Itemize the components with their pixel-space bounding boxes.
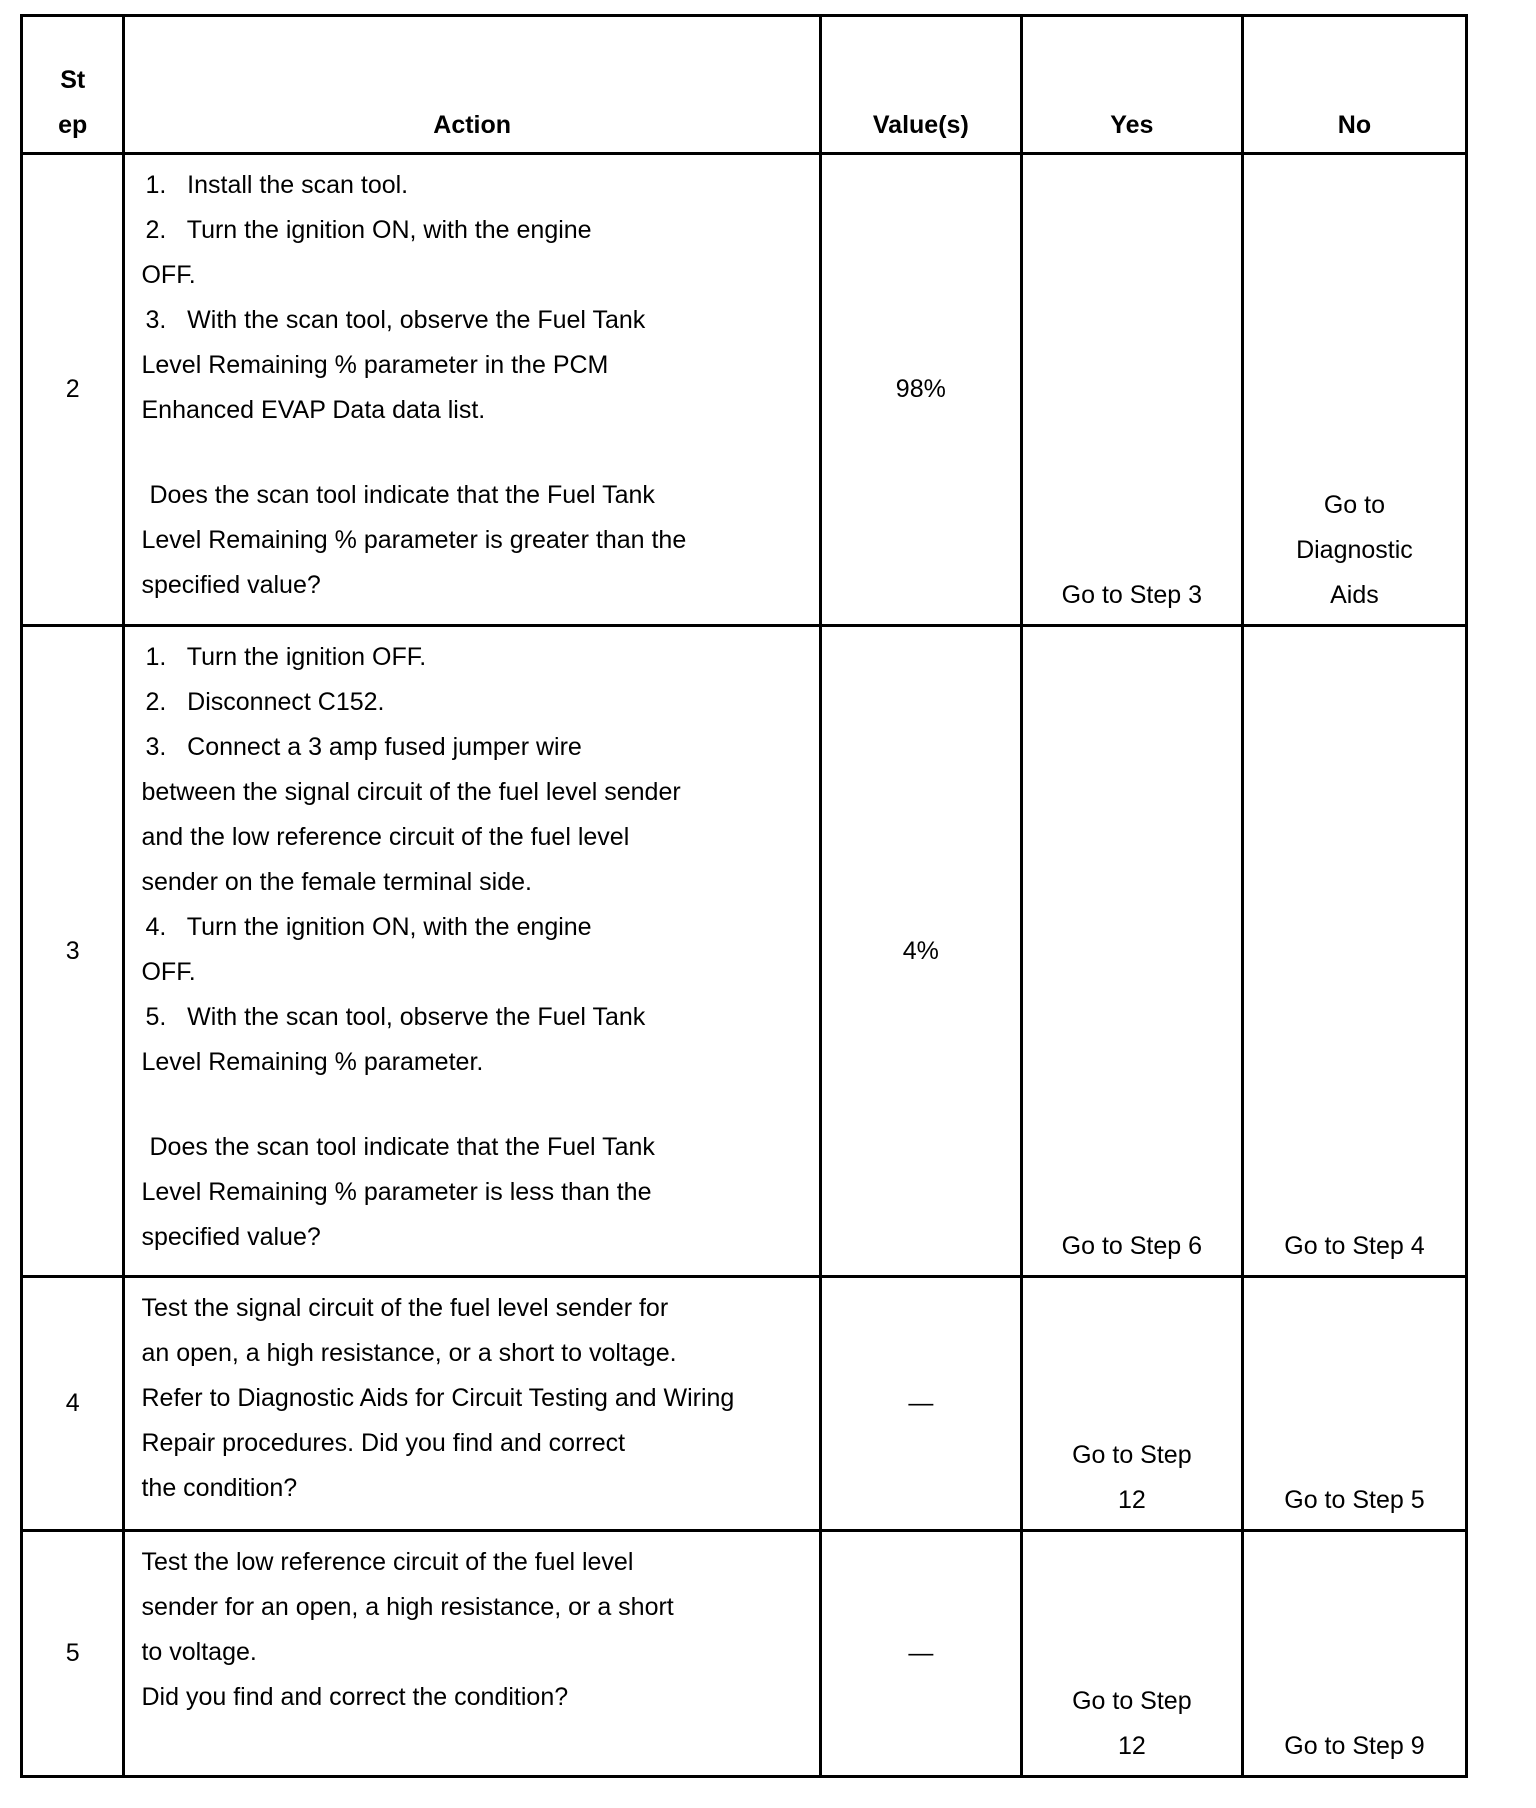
yes-line: 12 xyxy=(1117,1486,1146,1514)
no-cell: Go to Step 5 xyxy=(1242,1277,1466,1531)
step-number: 2 xyxy=(22,154,124,626)
action-line: Repair procedures. Did you find and correct xyxy=(141,1429,626,1457)
question-line: Level Remaining % parameter is greater than the xyxy=(141,526,687,554)
step-number: 4 xyxy=(22,1277,124,1531)
no-cell: Go to Step 4 xyxy=(1242,626,1466,1277)
action-line: sender on the female terminal side. xyxy=(141,868,532,896)
value-cell: 98% xyxy=(820,154,1021,626)
header-values: Value(s) xyxy=(820,16,1021,154)
action-line: OFF. xyxy=(141,261,196,289)
step-number: 3 xyxy=(22,626,124,1277)
action-line: Enhanced EVAP Data data list. xyxy=(141,396,486,424)
yes-cell: Go to Step 3 xyxy=(1021,154,1242,626)
action-line: Level Remaining % parameter in the PCM xyxy=(141,351,609,379)
header-row xyxy=(22,16,1467,154)
action-line: the condition? xyxy=(141,1474,298,1502)
action-cell xyxy=(124,1277,820,1531)
action-line: 3. Connect a 3 amp fused jumper wire xyxy=(145,733,582,761)
yes-cell xyxy=(1021,1277,1242,1531)
action-line: an open, a high resistance, or a short to voltage. xyxy=(141,1339,677,1367)
action-line: Refer to Diagnostic Aids for Circuit Testing and Wiring xyxy=(141,1384,735,1412)
action-cell xyxy=(124,154,820,626)
step-number: 5 xyxy=(22,1531,124,1777)
value-cell: 4% xyxy=(820,626,1021,1277)
action-line: 3. With the scan tool, observe the Fuel Tank xyxy=(145,306,646,334)
no-line: Go to xyxy=(1323,491,1386,519)
header-action: Action xyxy=(124,16,820,154)
action-cell xyxy=(124,1531,820,1777)
action-line: between the signal circuit of the fuel level sender xyxy=(141,778,681,806)
value-cell: — xyxy=(820,1277,1021,1531)
action-line: to voltage. xyxy=(141,1638,257,1666)
header-step xyxy=(22,16,124,154)
table-row-step-3 xyxy=(22,626,1467,1277)
action-line: 2. Disconnect C152. xyxy=(145,688,385,716)
diagnostic-table xyxy=(20,14,1468,1778)
action-line: Level Remaining % parameter. xyxy=(141,1048,484,1076)
no-cell xyxy=(1242,154,1466,626)
table-row-step-5 xyxy=(22,1531,1467,1777)
yes-line: 12 xyxy=(1117,1732,1146,1760)
question-line: Level Remaining % parameter is less than the xyxy=(141,1178,652,1206)
value-cell: — xyxy=(820,1531,1021,1777)
action-line: 5. With the scan tool, observe the Fuel Tank xyxy=(145,1003,646,1031)
action-line: Test the low reference circuit of the fuel level xyxy=(141,1548,634,1576)
no-cell: Go to Step 9 xyxy=(1242,1531,1466,1777)
action-line: sender for an open, a high resistance, or a short xyxy=(141,1593,674,1621)
yes-cell: Go to Step 6 xyxy=(1021,626,1242,1277)
action-cell xyxy=(124,626,820,1277)
action-line: OFF. xyxy=(141,958,196,986)
header-step-line1: St xyxy=(60,66,86,94)
no-line: Diagnostic xyxy=(1296,536,1413,564)
header-yes: Yes xyxy=(1021,16,1242,154)
action-line: 4. Turn the ignition ON, with the engine xyxy=(145,913,592,941)
action-line: 1. Install the scan tool. xyxy=(145,171,409,199)
no-line: Aids xyxy=(1330,581,1379,609)
yes-cell xyxy=(1021,1531,1242,1777)
action-line: 1. Turn the ignition OFF. xyxy=(145,643,427,671)
action-line: and the low reference circuit of the fuel level xyxy=(141,823,630,851)
yes-line: Go to Step xyxy=(1072,1687,1192,1715)
question-line: Does the scan tool indicate that the Fuel Tank xyxy=(149,481,655,509)
action-line: Did you find and correct the condition? xyxy=(141,1683,569,1711)
header-step-line2: ep xyxy=(58,111,88,139)
header-no: No xyxy=(1242,16,1466,154)
action-line: 2. Turn the ignition ON, with the engine xyxy=(145,216,592,244)
table-row-step-4 xyxy=(22,1277,1467,1531)
question-line: specified value? xyxy=(141,1223,321,1251)
question-line: Does the scan tool indicate that the Fuel Tank xyxy=(149,1133,655,1161)
question-line: specified value? xyxy=(141,571,321,599)
table-row-step-2 xyxy=(22,154,1467,626)
yes-line: Go to Step xyxy=(1072,1441,1192,1469)
action-line: Test the signal circuit of the fuel level sender for xyxy=(141,1294,669,1322)
